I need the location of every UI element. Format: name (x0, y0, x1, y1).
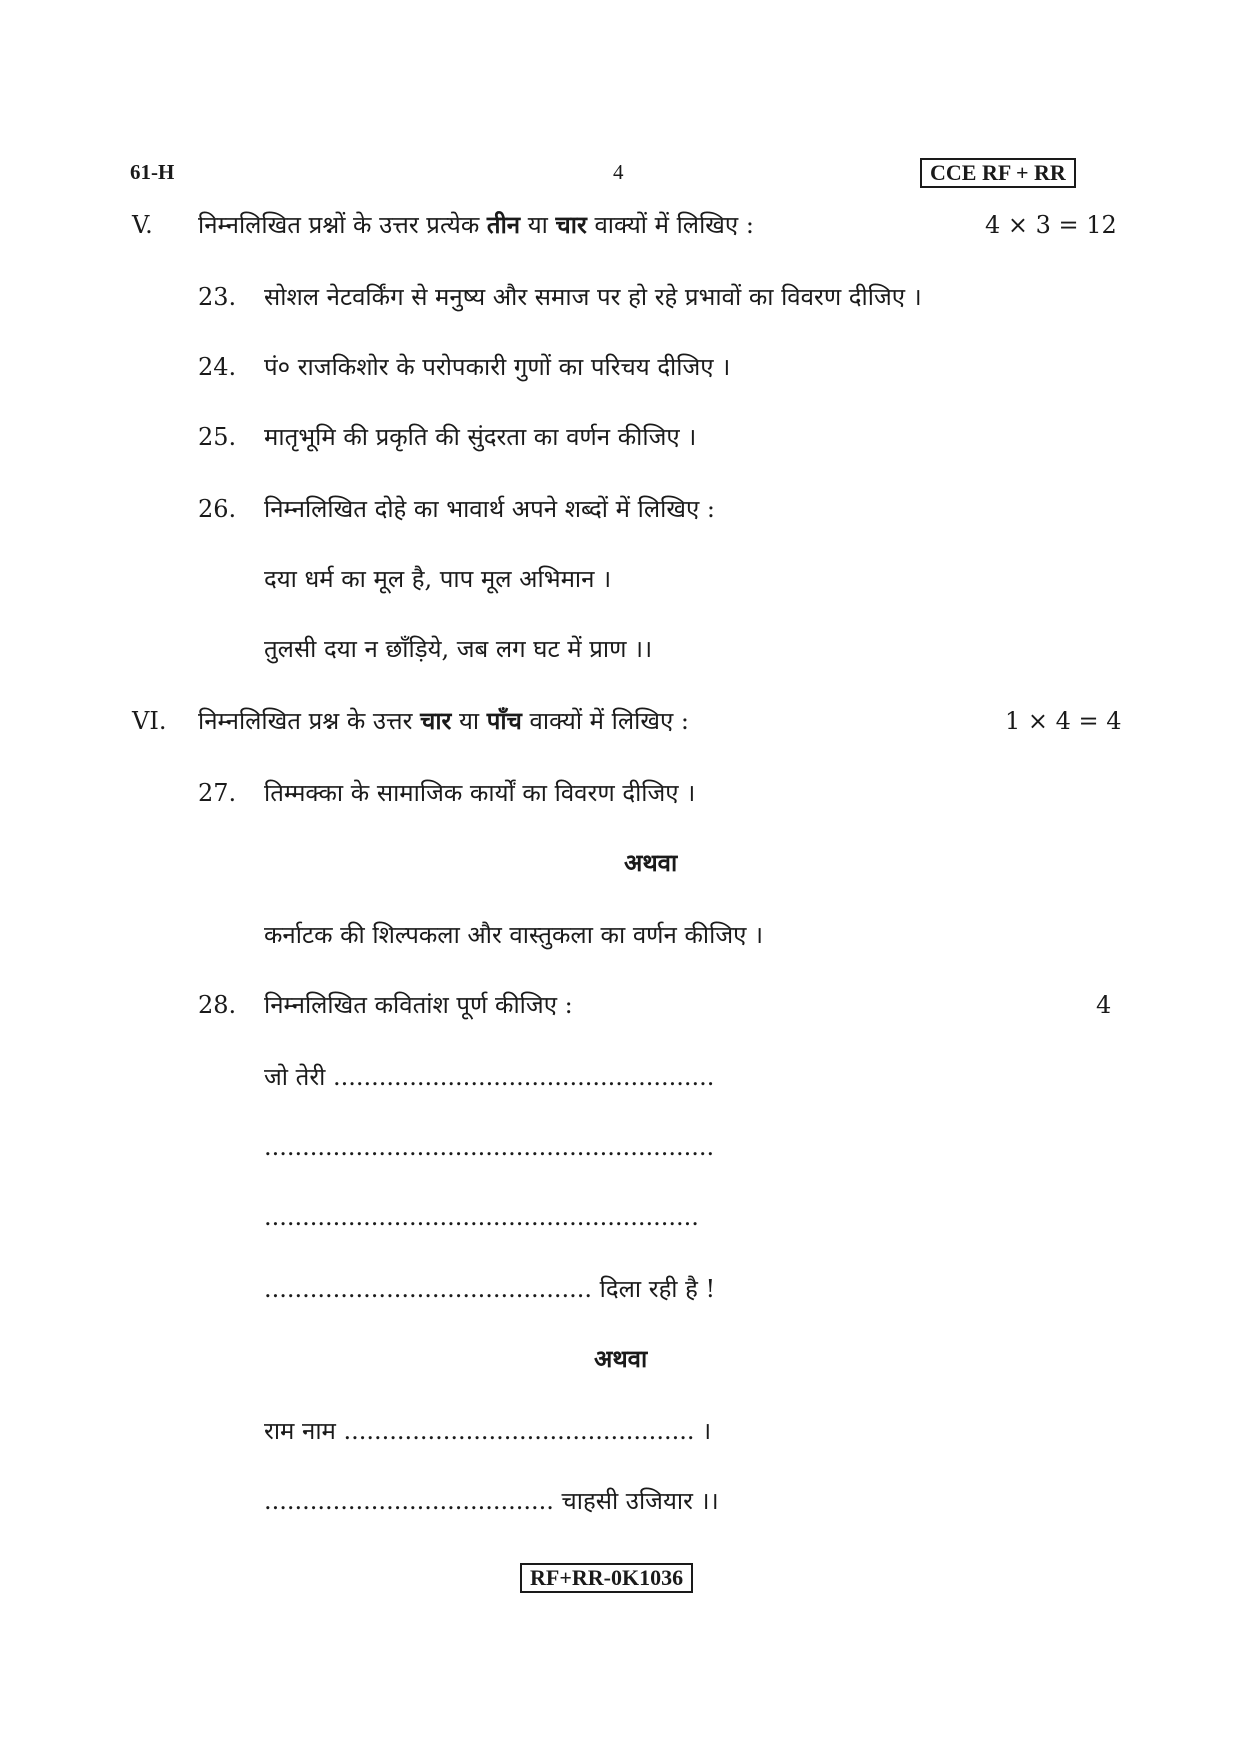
question-27-alternative: कर्नाटक की शिल्पकला और वास्तुकला का वर्णन कीजिए । (264, 921, 764, 949)
question-24-number: 24. (198, 353, 237, 381)
question-23-text: सोशल नेटवर्किंग से मनुष्य और समाज पर हो रहे प्रभावों का विवरण दीजिए । (264, 283, 922, 311)
question-27-number: 27. (198, 779, 237, 807)
footer-code: RF+RR-0K1036 (520, 1563, 693, 1593)
question-23-number: 23. (198, 283, 237, 311)
question-27-text: तिम्मक्का के सामाजिक कार्यों का विवरण दीजिए । (264, 779, 696, 807)
question-28-marks: 4 (1096, 991, 1112, 1019)
question-28-number: 28. (198, 991, 237, 1019)
section-vi-number: VI. (132, 707, 167, 735)
poem-alt-line-1: राम नाम .............................................. । (264, 1417, 712, 1445)
poem-line-1: जो तेरी .................................................. (264, 1063, 715, 1091)
poem-line-3: ......................................................... (264, 1203, 699, 1231)
doha-line-2: तुलसी दया न छाँड़िये, जब लग घट में प्राण ।। (264, 635, 653, 663)
paper-code: 61-H (130, 160, 175, 184)
section-vi-marks: 1 × 4 = 4 (1005, 707, 1122, 735)
series-label: CCE RF + RR (920, 158, 1076, 188)
question-24-text: पं० राजकिशोर के परोपकारी गुणों का परिचय दीजिए । (264, 353, 731, 381)
or-separator-27: अथवा (624, 848, 678, 877)
poem-line-4: ........................................... दिला रही है ! (264, 1275, 716, 1303)
or-separator-28: अथवा (594, 1344, 648, 1373)
section-vi-instruction: निम्नलिखित प्रश्न के उत्तर चार या पाँच वाक्यों में लिखिए : (198, 706, 689, 735)
question-26-number: 26. (198, 495, 237, 523)
doha-line-1: दया धर्म का मूल है, पाप मूल अभिमान । (264, 565, 612, 593)
section-v-instruction: निम्नलिखित प्रश्नों के उत्तर प्रत्येक तीन या चार वाक्यों में लिखिए : (198, 210, 754, 239)
question-28-text: निम्नलिखित कवितांश पूर्ण कीजिए : (264, 991, 573, 1019)
question-26-text: निम्नलिखित दोहे का भावार्थ अपने शब्दों में लिखिए : (264, 495, 715, 523)
section-v-number: V. (132, 211, 153, 239)
poem-alt-line-2: ...................................... चाहसी उजियार ।। (264, 1487, 719, 1515)
question-25-number: 25. (198, 423, 237, 451)
poem-line-2: ........................................................... (264, 1133, 715, 1161)
page-number: 4 (613, 160, 624, 184)
section-v-marks: 4 × 3 = 12 (985, 211, 1117, 239)
question-25-text: मातृभूमि की प्रकृति की सुंदरता का वर्णन कीजिए । (264, 423, 697, 451)
